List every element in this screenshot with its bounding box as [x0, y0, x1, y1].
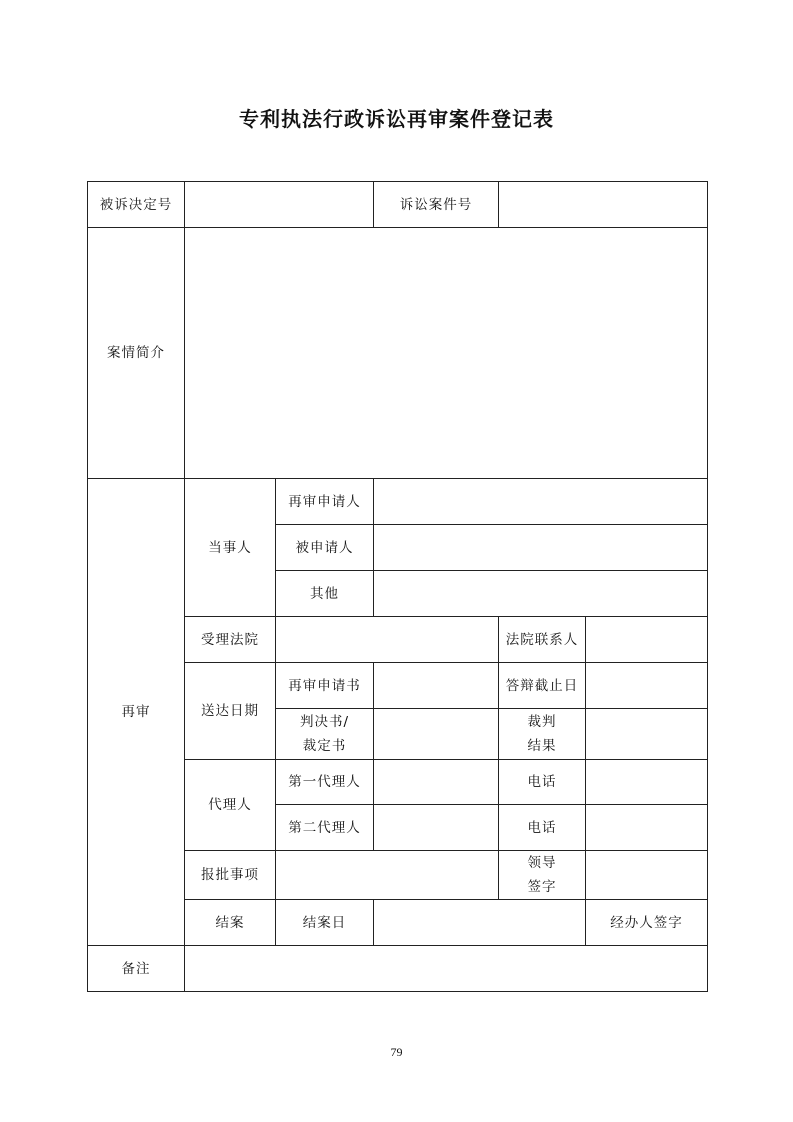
registration-form-table [87, 181, 708, 992]
row-case-ids [88, 182, 708, 228]
label-case-no: 诉讼案件号 [374, 182, 499, 228]
field-retrial-petition-date[interactable] [374, 663, 499, 709]
label-retrial-petition: 再审申请书 [276, 663, 374, 709]
label-first-agent: 第一代理人 [276, 760, 374, 805]
label-decision-no: 被诉决定号 [88, 182, 185, 228]
label-reply-deadline: 答辩截止日 [499, 663, 586, 709]
label-leader-sign: 领导 签字 [499, 851, 586, 900]
page-number: 79 [390, 1045, 403, 1059]
label-court: 受理法院 [185, 617, 276, 663]
field-case-no[interactable] [499, 182, 708, 228]
field-judgment-date[interactable] [374, 709, 499, 760]
field-applicant[interactable] [374, 479, 708, 525]
label-applicant: 再审申请人 [276, 479, 374, 525]
label-remarks: 备注 [88, 946, 185, 992]
field-other[interactable] [374, 571, 708, 617]
field-phone-1[interactable] [586, 760, 708, 805]
field-decision-no[interactable] [185, 182, 374, 228]
row-remarks [88, 946, 708, 992]
label-result: 裁判 结果 [499, 709, 586, 760]
label-retrial: 再审 [88, 479, 185, 946]
form-title: 专利执法行政诉讼再审案件登记表 [239, 107, 554, 131]
label-closure: 结案 [185, 900, 276, 946]
field-case-summary[interactable] [185, 228, 708, 479]
field-court-contact[interactable] [586, 617, 708, 663]
field-result[interactable] [586, 709, 708, 760]
label-phone-1: 电话 [499, 760, 586, 805]
label-judgment: 判决书/ 裁定书 [276, 709, 374, 760]
label-handler-sign: 经办人签字 [586, 900, 708, 946]
label-case-summary: 案情简介 [88, 228, 185, 479]
label-parties: 当事人 [185, 479, 276, 617]
field-leader-sign[interactable] [586, 851, 708, 900]
field-phone-2[interactable] [586, 805, 708, 851]
label-second-agent: 第二代理人 [276, 805, 374, 851]
label-phone-2: 电话 [499, 805, 586, 851]
row-case-summary [88, 228, 708, 479]
field-court[interactable] [276, 617, 499, 663]
label-closure-date: 结案日 [276, 900, 374, 946]
label-agent: 代理人 [185, 760, 276, 851]
field-second-agent[interactable] [374, 805, 499, 851]
label-report-items: 报批事项 [185, 851, 276, 900]
field-report-items[interactable] [276, 851, 499, 900]
field-respondent[interactable] [374, 525, 708, 571]
label-other: 其他 [276, 571, 374, 617]
label-respondent: 被申请人 [276, 525, 374, 571]
label-court-contact: 法院联系人 [499, 617, 586, 663]
field-closure-date[interactable] [374, 900, 586, 946]
field-first-agent[interactable] [374, 760, 499, 805]
field-reply-deadline[interactable] [586, 663, 708, 709]
field-remarks[interactable] [185, 946, 708, 992]
label-delivery-date: 送达日期 [185, 663, 276, 760]
row-applicant [88, 479, 708, 525]
